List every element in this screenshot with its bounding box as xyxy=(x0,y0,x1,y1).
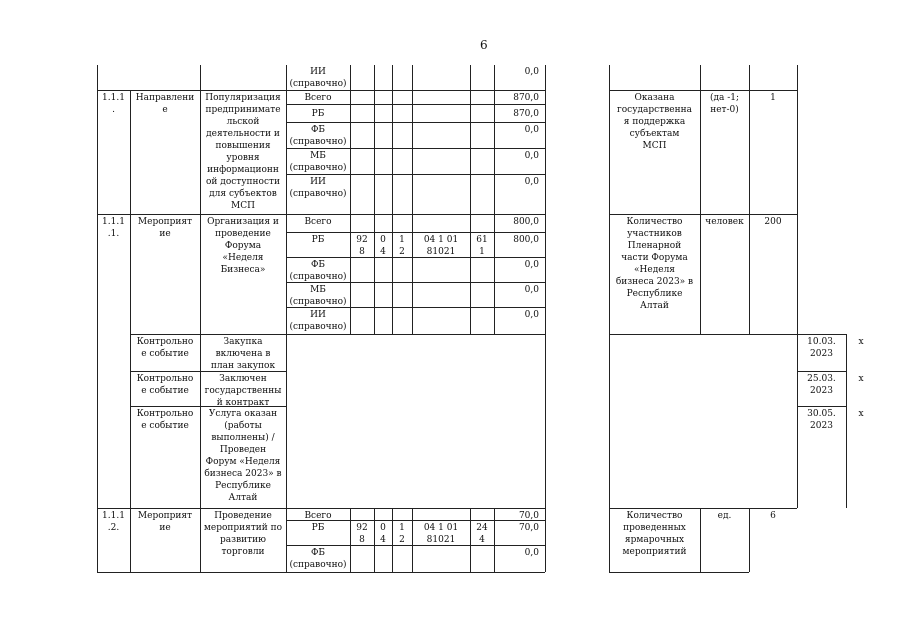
table-rule xyxy=(470,65,471,334)
indicator-name: Количество участников Пленарной части Форума «Неделя бизнеса 2023» в Республике Алтай xyxy=(615,217,694,311)
indicator-unit: (да -1; нет-0) xyxy=(709,93,740,115)
table-rule xyxy=(286,104,545,105)
table-rule xyxy=(412,65,413,334)
control-event-mark: х xyxy=(858,374,864,384)
indicator-unit: человек xyxy=(705,217,744,227)
table-rule xyxy=(609,214,797,215)
indicator-name: Количество проведенных ярмарочных мероприятий xyxy=(622,511,687,557)
row-code: 1.1.1 .2. xyxy=(102,511,125,533)
budget-code: 92 8 xyxy=(356,523,368,545)
table-rule xyxy=(130,90,131,572)
indicator-value: 200 xyxy=(764,217,782,227)
control-event-date: 30.05. 2023 xyxy=(807,409,836,431)
finance-source: ФБ (справочно) xyxy=(289,125,347,147)
table-border-bottom xyxy=(97,572,545,573)
table-rule xyxy=(609,90,797,91)
finance-source: ФБ (справочно) xyxy=(289,260,347,282)
table-rule xyxy=(609,508,797,509)
budget-code: 92 8 xyxy=(356,235,368,257)
table-rule xyxy=(97,214,545,215)
finance-amount: 0,0 xyxy=(524,285,539,295)
table-rule xyxy=(797,371,846,372)
row-type: Направлени е xyxy=(135,93,195,115)
table-rule xyxy=(797,406,846,407)
row-type: Мероприят ие xyxy=(137,217,193,239)
budget-code: 61 1 xyxy=(476,235,488,257)
finance-source: Всего xyxy=(304,93,332,103)
budget-code: 24 4 xyxy=(476,523,488,545)
finance-amount: 0,0 xyxy=(524,125,539,135)
budget-code: 04 1 01 81021 xyxy=(423,235,459,257)
budget-code: 1 2 xyxy=(399,235,405,257)
table-rule xyxy=(797,65,798,508)
control-event-name: Услуга оказан (работы выполнены) / Проведен Форум «Неделя бизнеса 2023» в Республике Алтай xyxy=(204,409,282,503)
row-name: Организация и проведение Форума «Неделя Бизнеса» xyxy=(207,217,279,275)
indicator-value: 6 xyxy=(770,511,776,521)
finance-amount: 0,0 xyxy=(524,260,539,270)
control-event-name: Закупка включена в план закупок xyxy=(210,337,276,371)
control-event-type: Контрольно е событие xyxy=(136,374,194,396)
control-event-mark: х xyxy=(858,337,864,347)
finance-amount: 0,0 xyxy=(524,177,539,187)
table-rule xyxy=(286,148,545,149)
budget-code: 04 1 01 81021 xyxy=(423,523,459,545)
finance-source: ИИ (справочно) xyxy=(289,310,347,332)
control-event-type: Контрольно е событие xyxy=(136,337,194,359)
row-name: Популяризация предпринимате льской деятельности и повышения уровня информационн ой доступности для субъектов МСП xyxy=(205,93,281,211)
finance-source: МБ (справочно) xyxy=(289,285,347,307)
finance-amount: 800,0 xyxy=(513,235,539,245)
table-rule xyxy=(286,232,545,233)
indicator-value: 1 xyxy=(770,93,776,103)
control-event-date: 25.03. 2023 xyxy=(807,374,836,396)
table-rule xyxy=(749,65,750,334)
control-event-name: Заключен государственны й контракт xyxy=(204,374,282,408)
finance-source: РБ xyxy=(311,235,325,245)
table-rule xyxy=(846,334,847,508)
finance-amount: 870,0 xyxy=(513,93,539,103)
finance-source: Всего xyxy=(304,217,332,227)
table-rule xyxy=(286,174,545,175)
finance-amount: 870,0 xyxy=(513,109,539,119)
finance-source: РБ xyxy=(311,523,325,533)
finance-source: ИИ (справочно) xyxy=(289,67,347,89)
table-border-right xyxy=(545,65,546,572)
finance-source: ИИ (справочно) xyxy=(289,177,347,199)
finance-source: Всего xyxy=(304,511,332,521)
finance-amount: 0,0 xyxy=(524,548,539,558)
row-code: 1.1.1 . xyxy=(102,93,125,115)
finance-amount: 70,0 xyxy=(518,523,539,533)
table-rule xyxy=(130,334,545,335)
table-border-left xyxy=(97,65,98,572)
table-rule xyxy=(392,65,393,334)
row-type: Мероприят ие xyxy=(137,511,193,533)
table-rule xyxy=(286,122,545,123)
finance-amount: 0,0 xyxy=(524,67,539,77)
page-number: 6 xyxy=(480,38,488,52)
table-rule xyxy=(97,90,545,91)
row-code: 1.1.1 .1. xyxy=(102,217,125,239)
control-event-date: 10.03. 2023 xyxy=(807,337,836,359)
table-rule xyxy=(97,508,545,509)
finance-source: ФБ (справочно) xyxy=(289,548,347,570)
row-name: Проведение мероприятий по развитию торговли xyxy=(203,511,283,557)
table-rule xyxy=(609,334,846,335)
control-event-type: Контрольно е событие xyxy=(136,409,194,431)
finance-source: МБ (справочно) xyxy=(289,151,347,173)
finance-amount: 70,0 xyxy=(518,511,539,521)
table-rule xyxy=(350,65,351,334)
finance-amount: 800,0 xyxy=(513,217,539,227)
budget-code: 0 4 xyxy=(380,235,386,257)
control-event-mark: х xyxy=(858,409,864,419)
budget-code: 0 4 xyxy=(380,523,386,545)
indicator-name: Оказана государственна я поддержка субъектам МСП xyxy=(617,93,692,151)
budget-code: 1 2 xyxy=(399,523,405,545)
finance-amount: 0,0 xyxy=(524,151,539,161)
finance-amount: 0,0 xyxy=(524,310,539,320)
finance-source: РБ xyxy=(311,109,325,119)
indicator-unit: ед. xyxy=(717,511,732,521)
indicator-border-bottom xyxy=(609,572,749,573)
table-rule xyxy=(374,65,375,334)
